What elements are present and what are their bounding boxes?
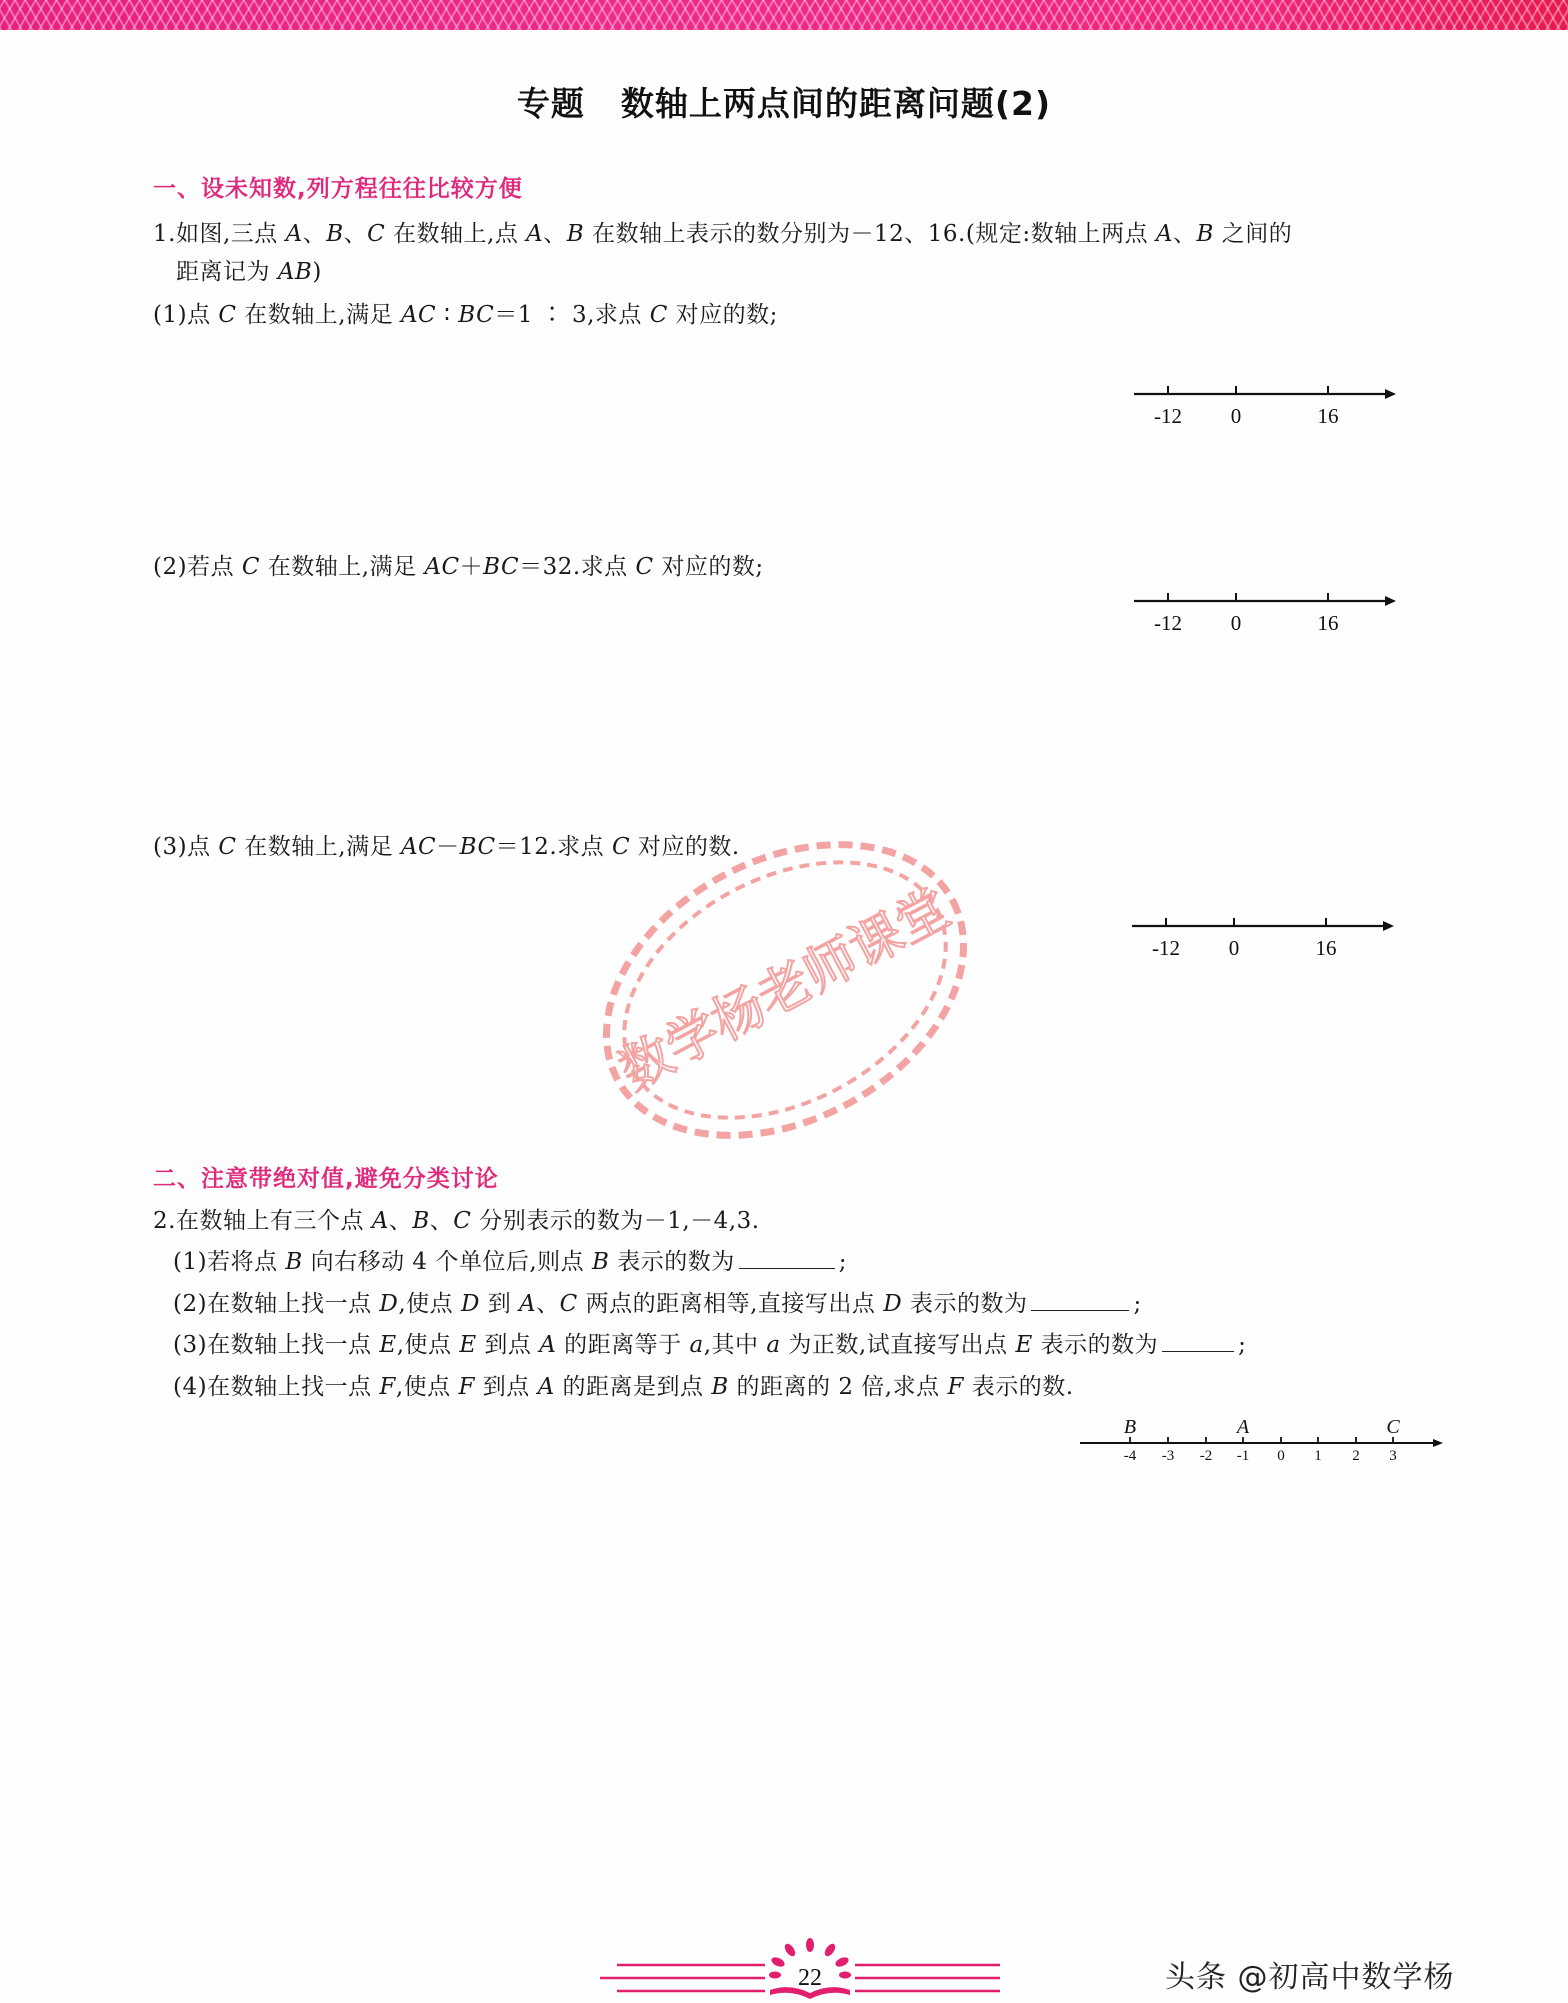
text-run: (3)点 [153,834,219,860]
problem1-stem-line1 [153,215,1292,248]
math-variable: A [539,1332,557,1358]
math-variable: AC [400,834,437,860]
text-run: 表示的数为 [902,1291,1028,1317]
problem1-question1 [153,296,778,329]
math-variable: C [241,554,260,580]
text-run: 、 [343,221,368,247]
tick-label: 16 [1315,936,1337,960]
text-run: 表示的数. [963,1374,1074,1400]
title-main: 数轴上两点间的距离问题(2) [620,84,1052,123]
text-run: (1)点 [153,302,219,328]
math-variable: E [459,1332,477,1358]
text-run: 到点 [476,1332,540,1358]
text-run: 在数轴上,点 [385,221,527,247]
decorative-header-band [0,0,1568,30]
math-variable: F [379,1374,396,1400]
math-variable: C [649,302,668,328]
text-run: ,使点 [395,1374,459,1400]
question-text [173,1249,735,1275]
text-run: ＝32.求点 [519,554,636,580]
tick-label: -3 [1161,1448,1175,1464]
math-variable: D [460,1291,480,1317]
section-heading-1: 一、设未知数,列方程往往比较方便 [153,176,523,202]
watermark-stamp [585,825,985,1155]
text-run: 分别表示的数为－1,－4,3. [471,1208,760,1234]
problem2-question3 [173,1326,1246,1359]
page-title [0,78,1568,125]
page-number-ornament [600,1935,1000,1999]
math-variable: E [1015,1332,1033,1358]
question-text [173,1332,1158,1358]
tick-label: -12 [1152,936,1180,960]
problem1-stem-line2 [176,253,322,286]
text-run: 、 [543,221,567,247]
text-run: 对应的数. [630,834,740,860]
math-variable: A [285,221,303,247]
tick-label: 0 [1230,404,1242,428]
text-run: 、 [536,1291,560,1317]
text-run: (3)在数轴上找一点 [173,1332,380,1358]
text-run: 表示的数为 [1032,1332,1159,1358]
math-variable: F [458,1374,475,1400]
problem2-stem [153,1202,760,1235]
point-label-a: A [1236,1416,1250,1438]
math-variable: B [1196,221,1214,247]
math-variable: AC [424,554,460,580]
problem2-question2 [173,1285,1142,1318]
math-variable: BC [458,302,495,328]
tick-label: -12 [1154,611,1182,635]
text-run: ,使点 [398,1291,461,1317]
number-line-problem2 [1078,1410,1448,1466]
answer-blank[interactable] [739,1248,835,1269]
text-run: 、 [388,1208,413,1234]
punctuation: ; [838,1249,847,1275]
text-run: 之间的 [1213,221,1293,247]
text-run: 的距离是到点 [554,1374,712,1400]
text-run: 1.如图,三点 [153,221,286,247]
math-variable: a [689,1332,704,1358]
point-label-c: C [1386,1416,1400,1438]
problem1-question3 [153,828,740,861]
text-run: 在数轴上,满足 [260,554,425,580]
tick-label: -4 [1123,1448,1137,1464]
math-variable: D [379,1291,399,1317]
math-variable: B [592,1249,610,1275]
math-variable: B [412,1208,430,1234]
math-variable: B [285,1249,303,1275]
math-variable: A [526,221,544,247]
punctuation: ; [1133,1291,1142,1317]
text-run: ∶ [436,302,459,328]
tick-label: -2 [1199,1448,1213,1464]
number-line-q2 [1130,587,1400,647]
math-variable: C [559,1291,578,1317]
math-variable: C [453,1208,472,1234]
tick-label: 16 [1317,611,1339,635]
problem2-question4 [173,1368,1074,1401]
math-variable: D [883,1291,903,1317]
text-run: 2.在数轴上有三个点 [153,1208,372,1234]
text-run: 对应的数; [667,302,778,328]
text-run: 在数轴上表示的数分别为－12、16.(规定:数轴上两点 [584,221,1156,247]
text-run: 的距离等于 [556,1332,690,1358]
math-variable: B [326,221,344,247]
text-run: 到 [479,1291,520,1317]
tick-label: 0 [1230,611,1242,635]
number-line-q3 [1128,912,1398,972]
math-variable: a [766,1332,781,1358]
text-run: 两点的距离相等,直接写出点 [577,1291,884,1317]
text-run: 表示的数为 [609,1249,735,1275]
text-run: ＝1 ∶ 3,求点 [494,302,650,328]
number-line-q1 [1130,380,1400,440]
math-variable: C [218,834,237,860]
math-variable: A [1155,221,1174,247]
punctuation: ; [1238,1332,1247,1358]
text-run: (2)若点 [153,554,242,580]
watermark-text: 数学杨老师课堂 [610,878,960,1102]
tick-label: 2 [1352,1448,1360,1464]
math-variable: C [635,554,654,580]
answer-blank[interactable] [1031,1290,1129,1311]
text-run: 向右移动 4 个单位后,则点 [302,1249,592,1275]
text-run: (2)在数轴上找一点 [173,1291,380,1317]
math-variable: C [218,302,237,328]
text-run: － [436,834,460,860]
math-variable: A [371,1208,389,1234]
math-variable: AC [400,302,437,328]
tick-label: 0 [1277,1448,1285,1464]
text-run: ) [312,259,322,285]
text-run: 在数轴上,满足 [236,834,401,860]
text-run: ,使点 [396,1332,460,1358]
text-run: 在数轴上,满足 [236,302,401,328]
question-text [173,1291,1027,1317]
text-run: ＝12.求点 [495,834,612,860]
text-run: 、 [302,221,327,247]
section-heading-2: 二、注意带绝对值,避免分类讨论 [153,1166,499,1192]
math-variable: B [566,221,585,247]
problem2-question1 [173,1243,847,1276]
footer-credit: 头条 @初高中数学杨 [1165,1960,1455,1995]
problem1-question2 [153,548,764,581]
point-label-b: B [1123,1416,1137,1438]
text-run: 到点 [474,1374,538,1400]
text-run: 、 [429,1208,454,1234]
math-variable: BC [483,554,520,580]
math-variable: AB [277,259,313,285]
math-variable: F [947,1374,964,1400]
page-number: 22 [798,1965,822,1991]
tick-label: 1 [1314,1448,1322,1464]
text-run: (4)在数轴上找一点 [173,1374,380,1400]
text-run: (1)若将点 [173,1249,286,1275]
tick-label: 0 [1228,936,1240,960]
tick-label: -1 [1236,1448,1250,1464]
text-run: 为正数,试直接写出点 [780,1332,1016,1358]
title-prefix: 专题 [516,84,585,123]
math-variable: C [611,834,631,860]
math-variable: C [367,221,386,247]
text-run: ＋ [459,554,484,580]
math-variable: B [711,1374,729,1400]
tick-label: 16 [1317,404,1339,428]
tick-label: 3 [1389,1448,1397,1464]
text-run: 距离记为 [176,259,278,285]
text-run: 的距离的 2 倍,求点 [728,1374,948,1400]
tick-label: -12 [1154,404,1182,428]
text-run: ,其中 [703,1332,767,1358]
math-variable: E [379,1332,397,1358]
answer-blank[interactable] [1162,1331,1234,1352]
math-variable: BC [459,834,496,860]
text-run: 、 [1173,221,1197,247]
math-variable: A [519,1291,537,1317]
math-variable: A [537,1374,555,1400]
text-run: 对应的数; [653,554,764,580]
